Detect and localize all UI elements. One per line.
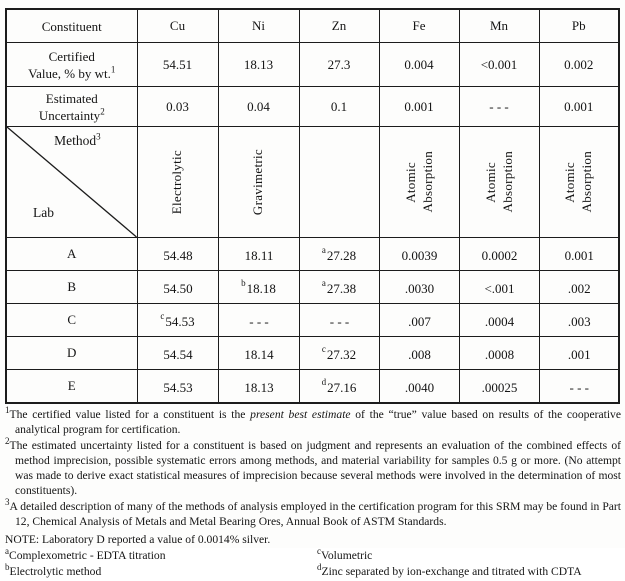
- certified-value-label-cell: [6, 43, 137, 87]
- lab-name: E: [67, 378, 76, 393]
- cell-value: 0.03: [166, 98, 189, 114]
- table-cell: [459, 337, 539, 370]
- method-footnote-d: [317, 562, 621, 581]
- lab-row-label: [6, 304, 137, 337]
- certified-value-mn: [459, 43, 539, 87]
- table-cell: [539, 337, 619, 370]
- footnote-italic-text: present best estimate: [250, 408, 351, 421]
- footnote-1-marker: 1: [5, 405, 10, 416]
- cell-value: 0.04: [247, 98, 270, 114]
- cell-value: 54.53: [163, 379, 193, 395]
- method-footnote-b: [5, 562, 317, 581]
- column-header-pb: [539, 9, 619, 43]
- cell-value: .0008: [484, 346, 515, 362]
- table-cell: [299, 337, 379, 370]
- uncertainty-pb: [539, 87, 619, 127]
- cell-value: 0.004: [404, 56, 434, 72]
- table-cell: [459, 238, 539, 271]
- table-cell: [299, 238, 379, 271]
- cell-value: .0030: [404, 280, 435, 296]
- table-cell: [539, 370, 619, 404]
- table-cell: [299, 304, 379, 337]
- table-cell: [539, 271, 619, 304]
- table-cell: [299, 271, 379, 304]
- cell-value: 18.11: [244, 247, 274, 263]
- table-cell: [137, 304, 218, 337]
- column-label: Fe: [412, 18, 426, 33]
- method-lab-diagonal-cell: [6, 127, 137, 238]
- footnote-3-marker: 3: [5, 497, 10, 508]
- uncertainty-cu: [137, 87, 218, 127]
- footnote-marker-2: 2: [100, 106, 105, 117]
- method-cell-zn: [299, 127, 379, 238]
- lab-row-c: [6, 304, 619, 337]
- table-cell: [379, 370, 459, 404]
- cell-value: .003: [567, 313, 591, 329]
- table-cell: [218, 238, 299, 271]
- cell-sup: c: [321, 343, 326, 354]
- uncertainty-fe: [379, 87, 459, 127]
- method-cell-cu: [137, 127, 218, 238]
- cell-value: .0004: [484, 313, 515, 329]
- rotated-method-label: Absorption: [419, 151, 435, 213]
- cell-value: .002: [567, 280, 591, 296]
- certified-label-line1: Certified: [48, 48, 95, 64]
- header-row: [6, 9, 619, 43]
- column-header-mn: [459, 9, 539, 43]
- cell-value: 18.14: [244, 346, 274, 362]
- footnote-text: The estimated uncertainty listed for a constituent is based on judgment and represents an evaluation of the combined effects of method imprecision, possible systematic errors among methods, and material variability for samples 0.5 g or more. (No attempt was made to derive exact statistical measures of imprecision because several methods were involved in the determination of most constituents).: [9, 439, 621, 497]
- method-label-text: Method: [54, 133, 97, 148]
- certified-value-zn: [299, 43, 379, 87]
- method-footnote-marker: d: [317, 562, 322, 573]
- cell-value: 54.54: [163, 346, 193, 362]
- cell-value: 0.001: [404, 98, 434, 114]
- method-footnote-text: Volumetric: [321, 549, 373, 562]
- footnote-text: of the “true” value based on results of the cooperative analytical program for certification.: [15, 408, 621, 436]
- footnote-3: [5, 499, 621, 529]
- footnote-2-marker: 2: [5, 436, 10, 447]
- footnote-marker-3: 3: [96, 131, 101, 142]
- rotated-method-label: Absorption: [579, 151, 595, 213]
- cell-value: 54.48: [163, 247, 193, 263]
- footnote-text: A detailed description of many of the methods of analysis employed in the certification program for this SRM may be found in Part 12, Chemical Analysis of Metals and Metal Bearing Ores, Annual Book of ASTM Standards.: [9, 500, 621, 528]
- cell-value: 54.50: [163, 280, 193, 296]
- cell-value: 18.13: [243, 56, 274, 72]
- table-cell: [539, 304, 619, 337]
- certified-value-ni: [218, 43, 299, 87]
- lab-row-label: [6, 271, 137, 304]
- cell-value: 27.38: [326, 280, 357, 296]
- table-cell: [137, 271, 218, 304]
- uncertainty-label-cell: [6, 87, 137, 127]
- cell-value: - - -: [329, 313, 350, 329]
- note-line: NOTE: Laboratory D reported a value of 0.0014% silver.: [5, 533, 271, 546]
- column-label: Ni: [252, 18, 265, 33]
- cell-value: 0.0002: [481, 247, 518, 263]
- cell-value: 27.3: [327, 56, 351, 72]
- column-header-fe: [379, 9, 459, 43]
- table-cell: [137, 238, 218, 271]
- method-footnote-marker: a: [5, 546, 9, 557]
- table-cell: [137, 370, 218, 404]
- cell-value: 27.16: [327, 379, 357, 395]
- footnote-1: [5, 407, 621, 437]
- cell-value: .008: [408, 346, 431, 362]
- cell-sup: a: [321, 244, 326, 255]
- lab-row-d: [6, 337, 619, 370]
- cell-value: .001: [567, 346, 591, 362]
- method-footnote-marker: c: [317, 546, 321, 557]
- table-cell: [218, 271, 299, 304]
- uncertainty-zn: [299, 87, 379, 127]
- method-cell-ni: [218, 127, 299, 238]
- cell-value: - - -: [489, 98, 509, 114]
- method-corner-label: [54, 133, 101, 149]
- lab-name: C: [67, 312, 77, 327]
- table-cell: [539, 238, 619, 271]
- method-footnote-a: [5, 546, 317, 565]
- lab-row-e: [6, 370, 619, 404]
- uncertainty-row: [6, 87, 619, 127]
- cell-sup: d: [321, 376, 327, 387]
- table-cell: [299, 370, 379, 404]
- certified-values-table: [5, 8, 620, 404]
- certified-value-cu: [137, 43, 218, 87]
- constituent-header-label: Constituent: [41, 18, 102, 34]
- rotated-method-label: Atomic: [482, 161, 498, 203]
- table-cell: [459, 304, 539, 337]
- cell-value: 54.51: [162, 56, 193, 72]
- cell-value: 27.28: [326, 247, 357, 263]
- certified-value-fe: [379, 43, 459, 87]
- cell-value: 18.18: [246, 280, 276, 296]
- lab-row-b: [6, 271, 619, 304]
- method-cell-pb: [539, 127, 619, 238]
- cell-value: .007: [408, 313, 431, 329]
- column-label: Mn: [489, 18, 509, 33]
- rotated-method-label: Absorption: [499, 151, 515, 213]
- table-cell: [379, 337, 459, 370]
- rotated-method-label: Gravimetric: [250, 148, 265, 216]
- table-cell: [379, 238, 459, 271]
- method-footnote-text: Electrolytic method: [9, 565, 102, 578]
- method-header-row: [6, 127, 619, 238]
- lab-name: A: [67, 246, 77, 261]
- table-cell: [459, 370, 539, 404]
- lab-name: B: [67, 279, 77, 294]
- method-footnote-text: Complexometric - EDTA titration: [9, 549, 166, 562]
- cell-value: 0.001: [564, 247, 594, 263]
- method-footnotes: [5, 546, 621, 581]
- lab-row-label: [6, 238, 137, 271]
- footnote-2: [5, 438, 621, 498]
- method-cell-mn: [459, 127, 539, 238]
- constituent-header-cell: [6, 9, 137, 43]
- cell-value: - - -: [249, 313, 269, 329]
- certified-value-pb: [539, 43, 619, 87]
- cell-value: .00025: [481, 379, 518, 395]
- cell-value: 54.53: [165, 313, 195, 329]
- lab-row-label: [6, 370, 137, 404]
- lab-row-a: [6, 238, 619, 271]
- cell-value: 0.1: [330, 98, 348, 114]
- uncertainty-label-line2: Uncertainty: [38, 107, 101, 123]
- footnote-marker-1: 1: [110, 64, 116, 75]
- certified-label-line2: Value, % by wt.: [28, 65, 111, 81]
- column-label: Zn: [331, 18, 347, 33]
- cell-sup: a: [321, 277, 326, 288]
- rotated-method-label: Atomic: [402, 161, 418, 203]
- method-footnote-marker: b: [5, 562, 10, 573]
- table-cell: [379, 304, 459, 337]
- column-header-ni: [218, 9, 299, 43]
- footnote-text: The certified value listed for a constituent is the: [9, 408, 251, 421]
- table-cell: [218, 304, 299, 337]
- cell-sup: c: [160, 310, 165, 321]
- column-label: Pb: [571, 18, 586, 33]
- rotated-method-label: Atomic: [562, 161, 578, 203]
- cell-value: - - -: [569, 379, 589, 395]
- method-footnote-text: Zinc separated by ion-exchange and titrated with CDTA: [321, 565, 582, 578]
- cell-value: 0.0039: [401, 247, 438, 263]
- lab-name: D: [67, 345, 77, 360]
- table-cell: [218, 370, 299, 404]
- table-cell: [218, 337, 299, 370]
- certified-value-row: [6, 43, 619, 87]
- method-cell-fe: [379, 127, 459, 238]
- method-footnote-c: [317, 546, 621, 565]
- cell-value: 18.13: [244, 379, 274, 395]
- cell-sup: b: [241, 277, 246, 288]
- cell-value: 0.002: [564, 56, 594, 72]
- column-header-zn: [299, 9, 379, 43]
- uncertainty-mn: [459, 87, 539, 127]
- footnotes-section: [5, 407, 621, 581]
- table-cell: [137, 337, 218, 370]
- cell-value: <.001: [484, 280, 515, 296]
- table-cell: [379, 271, 459, 304]
- cell-value: 0.001: [564, 98, 594, 114]
- cell-value: .0040: [404, 379, 435, 395]
- uncertainty-ni: [218, 87, 299, 127]
- column-label: Cu: [169, 18, 186, 33]
- column-header-cu: [137, 9, 218, 43]
- cell-value: <0.001: [480, 56, 518, 72]
- lab-row-label: [6, 337, 137, 370]
- table-cell: [459, 271, 539, 304]
- lab-corner-label: Lab: [33, 205, 54, 220]
- cell-value: 27.32: [326, 346, 357, 362]
- uncertainty-label-line1: Estimated: [45, 90, 98, 106]
- rotated-method-label: Electrolytic: [169, 149, 184, 215]
